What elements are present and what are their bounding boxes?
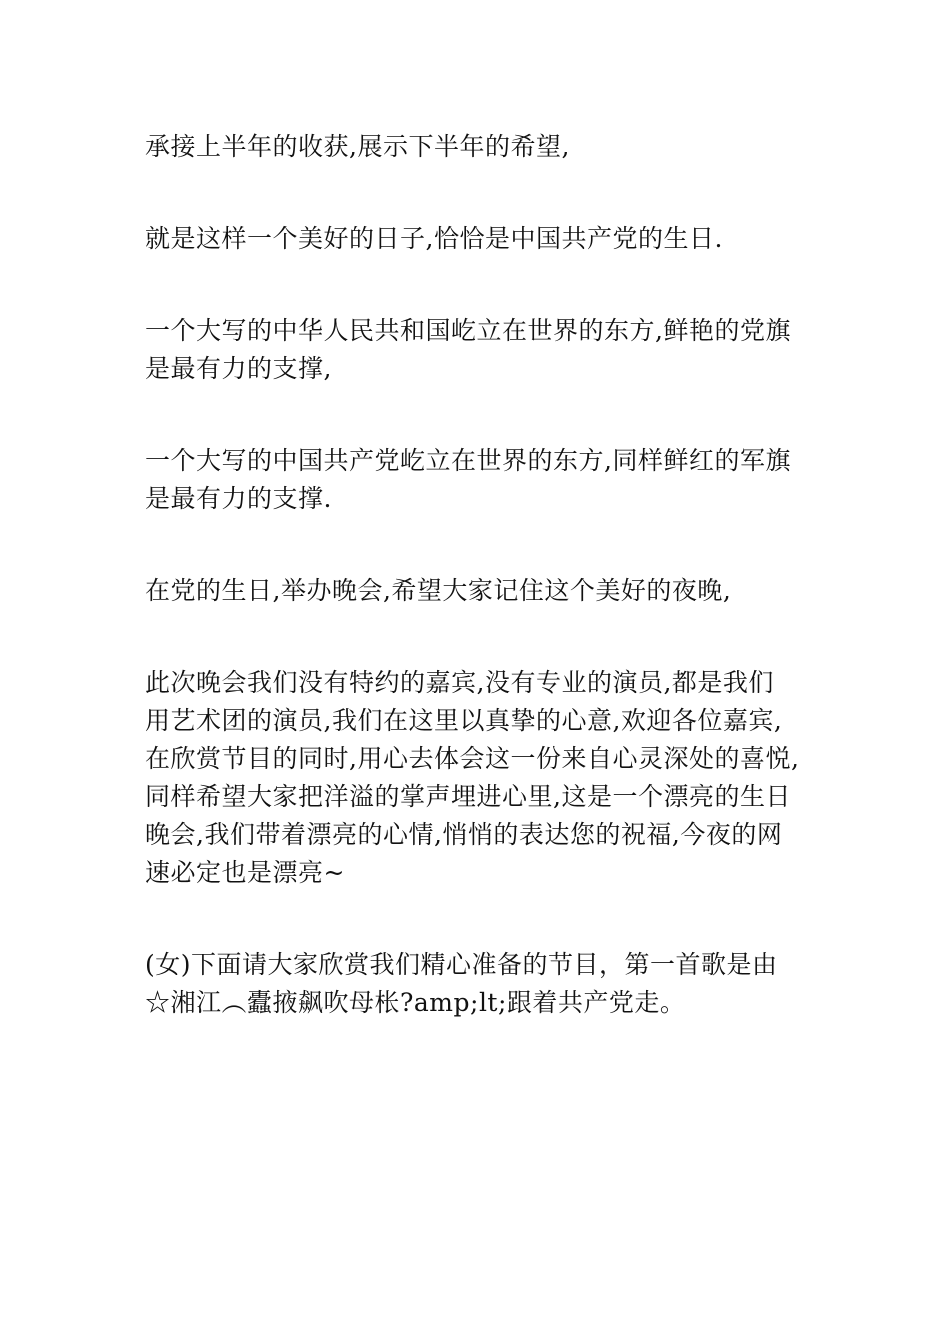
paragraph-6: 此次晚会我们没有特约的嘉宾,没有专业的演员,都是我们 用艺术团的演员,我们在这里以真挚的心意,欢迎各位嘉宾, 在欣赏节目的同时,用心去体会这一份来自心灵深处的喜悦, 同样希望大家把洋溢的掌声埋进心里,这是一个漂亮的生日 晚会,我们带着漂亮的心情,悄悄的表达您的祝福,今夜的网 速必定也是漂亮~ — [145, 668, 800, 887]
paragraph-4: 一个大写的中国共产党屹立在世界的东方,同样鲜红的军旗 是最有力的支撑. — [145, 446, 791, 513]
paragraph-1: 承接上半年的收获,展示下半年的希望, — [145, 132, 570, 161]
document-body — [145, 128, 815, 1022]
paragraph-7: (女)下面请大家欣赏我们精心准备的节目，第一首歌是由 ☆湘江︵蠹掖飙吹母枨?amp;lt;跟着共产党走。 — [145, 950, 778, 1017]
paragraph-2: 就是这样一个美好的日子,恰恰是中国共产党的生日. — [145, 224, 723, 253]
paragraph-3: 一个大写的中华人民共和国屹立在世界的东方,鲜艳的党旗 是最有力的支撑, — [145, 316, 791, 383]
paragraph-5: 在党的生日,举办晚会,希望大家记住这个美好的夜晚, — [145, 576, 732, 605]
